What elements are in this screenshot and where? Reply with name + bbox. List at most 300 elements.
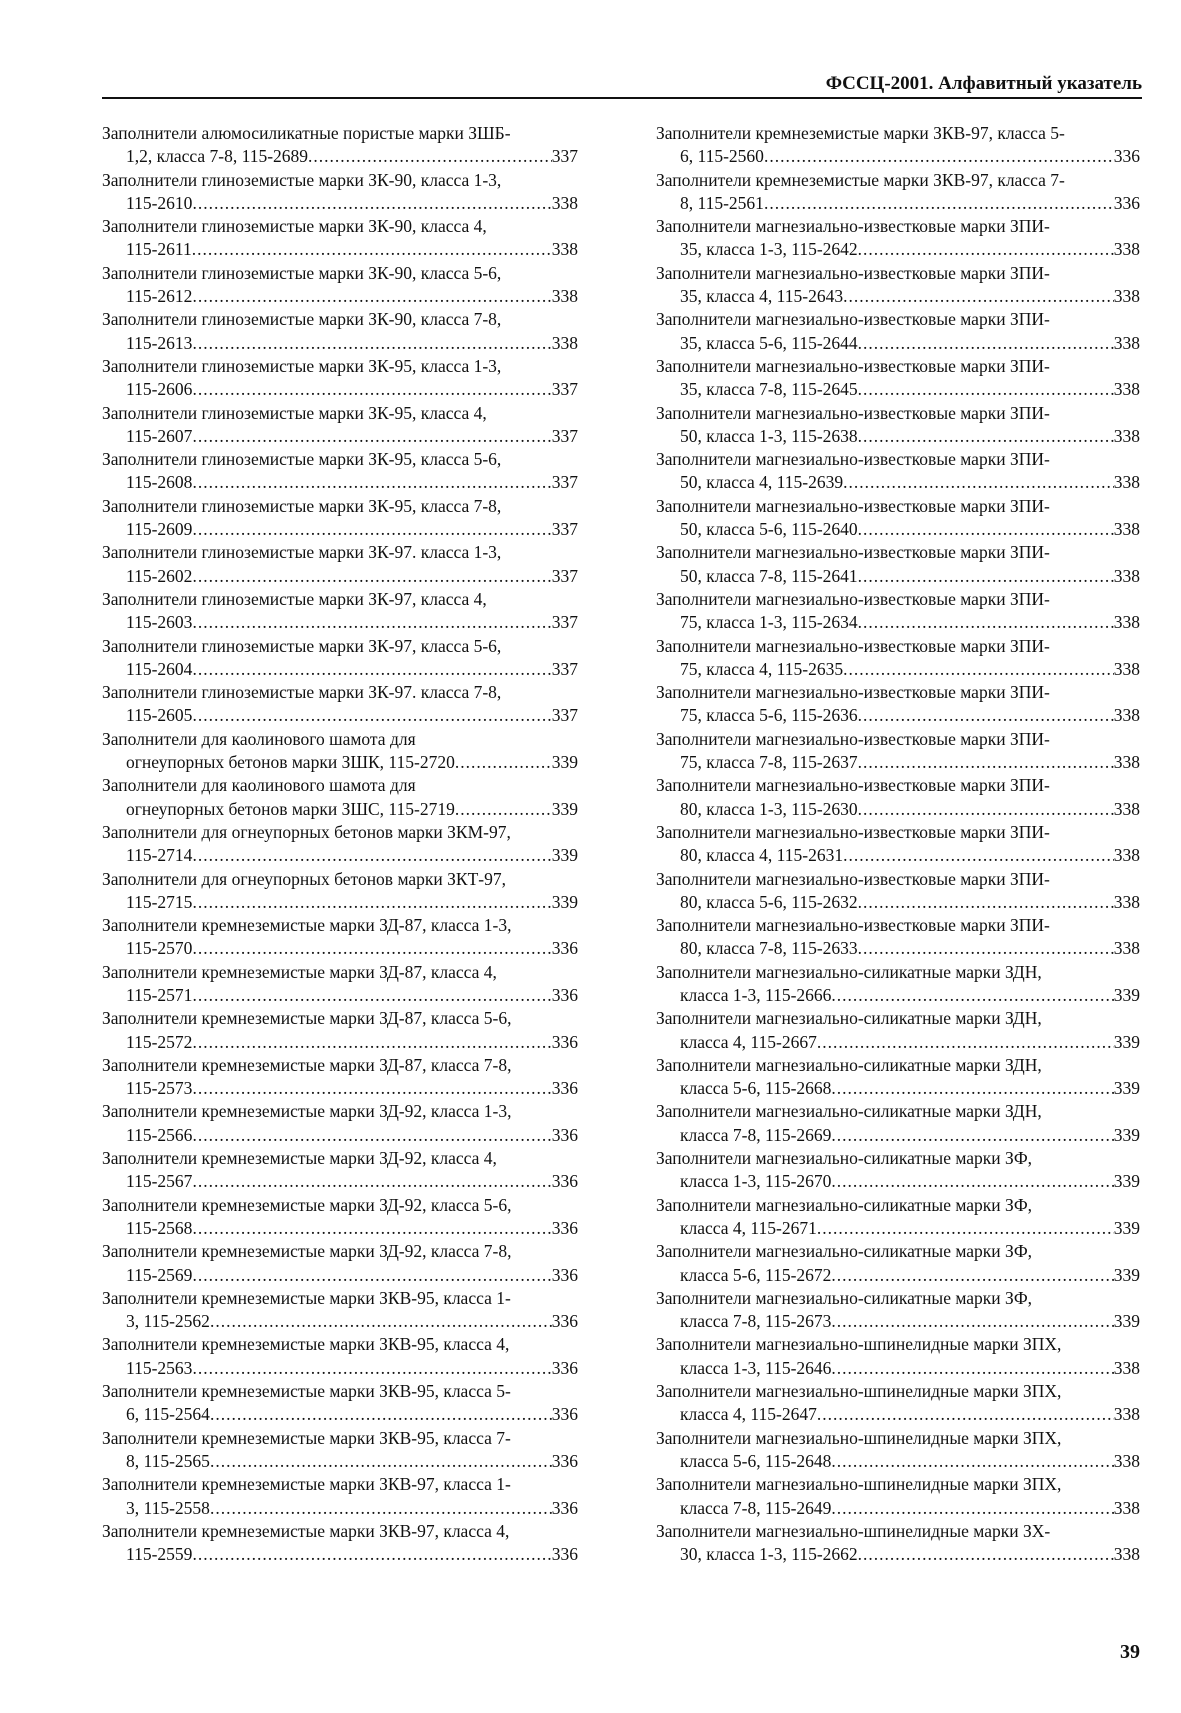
entry-code: 115-2611 xyxy=(126,239,192,260)
index-entry xyxy=(102,1520,578,1567)
entry-code: 50, класса 5-6, 115-2640 xyxy=(680,519,858,540)
entry-code: класса 1-3, 115-2666 xyxy=(680,984,832,1005)
index-entry xyxy=(102,635,578,682)
index-entry xyxy=(656,1054,1140,1101)
entry-title: Заполнители для каолинового шамота для xyxy=(102,775,416,796)
entry-page-ref: 338 xyxy=(1113,332,1140,353)
entry-page-ref: 338 xyxy=(1113,845,1140,866)
entry-reference-line xyxy=(656,1403,1140,1426)
index-entry xyxy=(656,1240,1140,1287)
index-entry xyxy=(656,868,1140,915)
index-entry xyxy=(656,588,1140,635)
entry-page-ref: 339 xyxy=(1113,1171,1140,1192)
index-entry xyxy=(102,1287,578,1334)
dot-leader xyxy=(192,285,551,308)
entry-reference-line xyxy=(102,1543,578,1566)
entry-code: 115-2572 xyxy=(126,1031,193,1052)
index-entry xyxy=(102,588,578,635)
entry-reference-line xyxy=(656,751,1140,774)
entry-reference-line xyxy=(656,1543,1140,1566)
entry-reference-line xyxy=(656,425,1140,448)
entry-code: класса 7-8, 115-2649 xyxy=(680,1497,832,1518)
index-entry xyxy=(656,728,1140,775)
index-entry xyxy=(102,402,578,449)
entry-page-ref: 338 xyxy=(1113,286,1140,307)
index-entry xyxy=(102,122,578,169)
index-entry xyxy=(656,355,1140,402)
entry-reference-line xyxy=(656,891,1140,914)
entry-title: Заполнители магнезиально-силикатные марки ЗФ, xyxy=(656,1241,1033,1262)
entry-code: 35, класса 4, 115-2643 xyxy=(680,286,844,307)
index-entry xyxy=(656,681,1140,728)
entry-code: класса 4, 115-2667 xyxy=(680,1031,817,1052)
dot-leader xyxy=(858,611,1114,634)
index-entry xyxy=(102,1054,578,1101)
entry-reference-line xyxy=(656,285,1140,308)
dot-leader xyxy=(192,1077,551,1100)
entry-title: Заполнители кремнеземистые марки ЗКВ-97, класса 5- xyxy=(656,123,1065,143)
entry-reference-line xyxy=(102,1031,578,1054)
entry-page-ref: 336 xyxy=(551,1078,578,1099)
index-entry xyxy=(102,914,578,961)
entry-title: Заполнители магнезиально-известковые марки ЗПИ- xyxy=(656,915,1050,936)
page-number: 39 xyxy=(1120,1641,1140,1663)
entry-title: Заполнители глиноземистые марки ЗК-97, класса 4, xyxy=(102,588,487,609)
dot-leader xyxy=(764,145,1114,168)
entry-reference-line xyxy=(102,937,578,960)
entry-title: Заполнители кремнеземистые марки ЗКВ-95, класса 7- xyxy=(102,1427,511,1448)
entry-reference-line xyxy=(102,1077,578,1100)
entry-code: 1,2, класса 7-8, 115-2689 xyxy=(126,146,309,167)
index-entry xyxy=(656,914,1140,961)
index-entry xyxy=(656,1427,1140,1474)
entry-reference-line xyxy=(102,1497,578,1520)
entry-title: Заполнители магнезиально-известковые марки ЗПИ- xyxy=(656,495,1050,516)
dot-leader xyxy=(858,425,1114,448)
entry-title: Заполнители магнезиально-силикатные марки ЗФ, xyxy=(656,1287,1033,1308)
dot-leader xyxy=(817,1403,1114,1426)
entry-title: Заполнители магнезиально-шпинелидные марки ЗПХ, xyxy=(656,1474,1062,1495)
entry-title: Заполнители магнезиально-шпинелидные марки ЗХ- xyxy=(656,1520,1051,1541)
index-entry xyxy=(102,1007,578,1054)
entry-page-ref: 336 xyxy=(551,938,578,959)
dot-leader xyxy=(858,798,1114,821)
entry-reference-line xyxy=(102,285,578,308)
entry-page-ref: 336 xyxy=(1113,192,1140,213)
entry-title: Заполнители магнезиально-известковые марки ЗПИ- xyxy=(656,542,1050,563)
entry-code: 35, класса 1-3, 115-2642 xyxy=(680,239,858,260)
entry-reference-line xyxy=(656,1031,1140,1054)
dot-leader xyxy=(858,704,1114,727)
entry-code: 50, класса 4, 115-2639 xyxy=(680,472,844,493)
entry-title: Заполнители магнезиально-известковые марки ЗПИ- xyxy=(656,588,1050,609)
index-entry xyxy=(656,122,1140,169)
dot-leader xyxy=(858,378,1114,401)
entry-reference-line xyxy=(656,471,1140,494)
entry-page-ref: 338 xyxy=(551,286,578,307)
index-entry xyxy=(102,1333,578,1380)
dot-leader xyxy=(192,658,551,681)
entry-title: Заполнители кремнеземистые марки ЗКВ-95, класса 1- xyxy=(102,1287,511,1308)
entry-code: класса 7-8, 115-2669 xyxy=(680,1124,832,1145)
entry-code: 115-2567 xyxy=(126,1171,193,1192)
entry-title: Заполнители магнезиально-известковые марки ЗПИ- xyxy=(656,821,1050,842)
entry-page-ref: 336 xyxy=(551,1404,578,1425)
entry-code: 75, класса 4, 115-2635 xyxy=(680,658,844,679)
entry-page-ref: 338 xyxy=(551,332,578,353)
entry-title: Заполнители кремнеземистые марки ЗД-92, класса 7-8, xyxy=(102,1241,512,1262)
entry-title: Заполнители магнезиально-известковые марки ЗПИ- xyxy=(656,775,1050,796)
entry-code: 3, 115-2562 xyxy=(126,1311,210,1332)
dot-leader xyxy=(210,1450,552,1473)
entry-reference-line xyxy=(656,1450,1140,1473)
index-entry xyxy=(656,308,1140,355)
entry-reference-line xyxy=(102,1357,578,1380)
entry-code: 115-2602 xyxy=(126,565,193,586)
entry-reference-line xyxy=(656,565,1140,588)
entry-title: Заполнители магнезиально-известковые марки ЗПИ- xyxy=(656,635,1050,656)
entry-title: Заполнители магнезиально-известковые марки ЗПИ- xyxy=(656,309,1050,330)
entry-reference-line xyxy=(656,658,1140,681)
entry-reference-line xyxy=(102,192,578,215)
entry-page-ref: 336 xyxy=(551,1171,578,1192)
entry-title: Заполнители магнезиально-силикатные марки ЗДН, xyxy=(656,961,1042,982)
index-entry xyxy=(102,1240,578,1287)
entry-reference-line xyxy=(656,1124,1140,1147)
entry-title: Заполнители магнезиально-известковые марки ЗПИ- xyxy=(656,402,1050,423)
entry-reference-line xyxy=(656,844,1140,867)
entry-title: Заполнители глиноземистые марки ЗК-90, класса 1-3, xyxy=(102,169,502,190)
entry-page-ref: 339 xyxy=(1113,1217,1140,1238)
index-entry xyxy=(102,448,578,495)
entry-page-ref: 336 xyxy=(551,1544,578,1565)
dot-leader xyxy=(192,518,551,541)
entry-reference-line xyxy=(656,332,1140,355)
entry-title: Заполнители глиноземистые марки ЗК-97, класса 5-6, xyxy=(102,635,502,656)
entry-code: класса 1-3, 115-2670 xyxy=(680,1171,832,1192)
entry-title: Заполнители для огнеупорных бетонов марки ЗКМ-97, xyxy=(102,821,511,842)
dot-leader xyxy=(858,332,1114,355)
entry-title: Заполнители для каолинового шамота для xyxy=(102,728,416,749)
index-entry xyxy=(102,1380,578,1427)
entry-code: 115-2570 xyxy=(126,938,193,959)
entry-reference-line xyxy=(656,1077,1140,1100)
entry-code: 80, класса 1-3, 115-2630 xyxy=(680,798,858,819)
entry-title: Заполнители магнезиально-шпинелидные марки ЗПХ, xyxy=(656,1427,1062,1448)
entry-page-ref: 336 xyxy=(551,1124,578,1145)
entry-code: 35, класса 5-6, 115-2644 xyxy=(680,332,858,353)
entry-reference-line xyxy=(102,611,578,634)
entry-reference-line xyxy=(656,238,1140,261)
entry-code: 6, 115-2560 xyxy=(680,146,764,167)
entry-title: Заполнители глиноземистые марки ЗК-97. класса 1-3, xyxy=(102,542,502,563)
entry-page-ref: 339 xyxy=(551,752,578,773)
dot-leader xyxy=(192,471,551,494)
entry-title: Заполнители глиноземистые марки ЗК-90, класса 4, xyxy=(102,216,487,237)
entry-reference-line xyxy=(656,1264,1140,1287)
entry-reference-line xyxy=(102,1264,578,1287)
entry-title: Заполнители кремнеземистые марки ЗД-87, класса 7-8, xyxy=(102,1054,512,1075)
entry-title: Заполнители магнезиально-известковые марки ЗПИ- xyxy=(656,868,1050,889)
entry-code: 115-2613 xyxy=(126,332,193,353)
dot-leader xyxy=(764,192,1114,215)
dot-leader xyxy=(858,518,1114,541)
entry-reference-line xyxy=(102,751,578,774)
dot-leader xyxy=(210,1497,552,1520)
index-entry xyxy=(102,1427,578,1474)
entry-title: Заполнители магнезиально-шпинелидные марки ЗПХ, xyxy=(656,1381,1062,1402)
entry-code: 50, класса 7-8, 115-2641 xyxy=(680,565,858,586)
entry-page-ref: 336 xyxy=(551,984,578,1005)
entry-title: Заполнители кремнеземистые марки ЗД-87, класса 1-3, xyxy=(102,915,512,936)
entry-page-ref: 337 xyxy=(551,425,578,446)
dot-leader xyxy=(192,378,551,401)
entry-code: 35, класса 7-8, 115-2645 xyxy=(680,379,858,400)
entry-reference-line xyxy=(102,658,578,681)
entry-code: 80, класса 7-8, 115-2633 xyxy=(680,938,858,959)
entry-title: Заполнители глиноземистые марки ЗК-95, класса 7-8, xyxy=(102,495,502,516)
entry-page-ref: 338 xyxy=(1113,612,1140,633)
entry-reference-line xyxy=(102,1217,578,1240)
dot-leader xyxy=(831,1170,1113,1193)
entry-title: Заполнители магнезиально-известковые марки ЗПИ- xyxy=(656,262,1050,283)
index-entry xyxy=(656,1473,1140,1520)
entry-title: Заполнители магнезиально-силикатные марки ЗФ, xyxy=(656,1194,1033,1215)
entry-title: Заполнители магнезиально-известковые марки ЗПИ- xyxy=(656,449,1050,470)
entry-page-ref: 337 xyxy=(551,705,578,726)
entry-code: 8, 115-2561 xyxy=(680,192,764,213)
entry-page-ref: 338 xyxy=(551,192,578,213)
entry-code: класса 5-6, 115-2648 xyxy=(680,1450,832,1471)
entry-page-ref: 338 xyxy=(1113,472,1140,493)
index-entry xyxy=(656,635,1140,682)
entry-page-ref: 337 xyxy=(551,612,578,633)
entry-code: 115-2603 xyxy=(126,612,193,633)
entry-page-ref: 339 xyxy=(1113,1031,1140,1052)
dot-leader xyxy=(192,1170,551,1193)
entry-title: Заполнители магнезиально-шпинелидные марки ЗПХ, xyxy=(656,1334,1062,1355)
index-entry xyxy=(656,1007,1140,1054)
entry-page-ref: 338 xyxy=(1113,938,1140,959)
entry-code: класса 5-6, 115-2668 xyxy=(680,1078,832,1099)
index-entry xyxy=(102,262,578,309)
dot-leader xyxy=(192,1217,551,1240)
entry-code: 115-2715 xyxy=(126,891,193,912)
entry-reference-line xyxy=(656,1170,1140,1193)
entry-reference-line xyxy=(656,937,1140,960)
entry-reference-line xyxy=(102,565,578,588)
entry-title: Заполнители магнезиально-известковые марки ЗПИ- xyxy=(656,216,1050,237)
dot-leader xyxy=(210,1310,552,1333)
index-entry xyxy=(656,1194,1140,1241)
dot-leader xyxy=(817,1217,1114,1240)
entry-title: Заполнители глиноземистые марки ЗК-95, класса 5-6, xyxy=(102,449,502,470)
entry-page-ref: 337 xyxy=(551,565,578,586)
index-entry xyxy=(656,541,1140,588)
entry-reference-line xyxy=(102,798,578,821)
index-entry xyxy=(656,495,1140,542)
dot-leader xyxy=(831,1310,1113,1333)
entry-title: Заполнители кремнеземистые марки ЗКВ-97, класса 1- xyxy=(102,1474,511,1495)
entry-title: Заполнители для огнеупорных бетонов марки ЗКТ-97, xyxy=(102,868,506,889)
entry-reference-line xyxy=(656,145,1140,168)
entry-page-ref: 338 xyxy=(1113,1450,1140,1471)
entry-code: 115-2610 xyxy=(126,192,193,213)
entry-title: Заполнители кремнеземистые марки ЗД-92, класса 1-3, xyxy=(102,1101,512,1122)
entry-page-ref: 339 xyxy=(1113,1078,1140,1099)
entry-title: Заполнители магнезиально-силикатные марки ЗДН, xyxy=(656,1054,1042,1075)
entry-title: Заполнители кремнеземистые марки ЗД-92, класса 5-6, xyxy=(102,1194,512,1215)
dot-leader xyxy=(455,751,552,774)
entry-title: Заполнители глиноземистые марки ЗК-95, класса 4, xyxy=(102,402,487,423)
dot-leader xyxy=(831,1450,1113,1473)
running-title: ФССЦ-2001. Алфавитный указатель xyxy=(825,73,1142,94)
entry-code: 115-2605 xyxy=(126,705,193,726)
index-entry xyxy=(656,1287,1140,1334)
entry-reference-line xyxy=(102,518,578,541)
entry-code: 115-2573 xyxy=(126,1078,193,1099)
entry-code: 115-2714 xyxy=(126,845,193,866)
entry-code: 115-2608 xyxy=(126,472,193,493)
entry-reference-line xyxy=(102,1403,578,1426)
entry-reference-line xyxy=(656,192,1140,215)
entry-title: Заполнители кремнеземистые марки ЗКВ-95, класса 4, xyxy=(102,1334,510,1355)
entry-title: Заполнители магнезиально-силикатные марки ЗДН, xyxy=(656,1101,1042,1122)
index-entry xyxy=(656,215,1140,262)
dot-leader xyxy=(192,844,551,867)
entry-code: огнеупорных бетонов марки ЗШК, 115-2720 xyxy=(126,752,455,773)
index-entry xyxy=(656,1147,1140,1194)
entry-code: 80, класса 4, 115-2631 xyxy=(680,845,844,866)
entry-page-ref: 338 xyxy=(551,239,578,260)
entry-reference-line xyxy=(656,1310,1140,1333)
entry-title: Заполнители кремнеземистые марки ЗКВ-95, класса 5- xyxy=(102,1381,511,1402)
index-entry xyxy=(102,774,578,821)
dot-leader xyxy=(817,1031,1114,1054)
index-column-right xyxy=(656,122,1140,1566)
dot-leader xyxy=(858,238,1114,261)
dot-leader xyxy=(192,704,551,727)
entry-page-ref: 338 xyxy=(1113,705,1140,726)
dot-leader xyxy=(831,1497,1113,1520)
dot-leader xyxy=(192,1031,551,1054)
entry-reference-line xyxy=(656,1357,1140,1380)
dot-leader xyxy=(843,471,1114,494)
entry-code: 80, класса 5-6, 115-2632 xyxy=(680,891,858,912)
dot-leader xyxy=(858,751,1114,774)
entry-reference-line xyxy=(102,145,578,168)
entry-code: 75, класса 7-8, 115-2637 xyxy=(680,752,858,773)
entry-reference-line xyxy=(102,1310,578,1333)
entry-code: 30, класса 1-3, 115-2662 xyxy=(680,1544,858,1565)
index-column-left xyxy=(102,122,578,1566)
index-entry xyxy=(102,868,578,915)
entry-page-ref: 338 xyxy=(1113,752,1140,773)
entry-page-ref: 339 xyxy=(551,798,578,819)
dot-leader xyxy=(192,891,551,914)
entry-page-ref: 336 xyxy=(551,1357,578,1378)
dot-leader xyxy=(455,798,552,821)
entry-code: 115-2569 xyxy=(126,1264,193,1285)
entry-page-ref: 339 xyxy=(1113,1264,1140,1285)
index-entry xyxy=(102,1194,578,1241)
index-entry xyxy=(656,821,1140,868)
index-entry xyxy=(102,728,578,775)
dot-leader xyxy=(831,1357,1113,1380)
index-entry xyxy=(656,961,1140,1008)
entry-reference-line xyxy=(656,1217,1140,1240)
entry-page-ref: 338 xyxy=(1113,565,1140,586)
dot-leader xyxy=(192,565,551,588)
index-entry xyxy=(656,1380,1140,1427)
dot-leader xyxy=(192,192,551,215)
entry-page-ref: 338 xyxy=(1113,1544,1140,1565)
entry-page-ref: 338 xyxy=(1113,798,1140,819)
entry-title: Заполнители кремнеземистые марки ЗД-87, класса 4, xyxy=(102,961,497,982)
dot-leader xyxy=(843,658,1114,681)
entry-title: Заполнители кремнеземистые марки ЗД-92, класса 4, xyxy=(102,1148,497,1169)
entry-code: 115-2559 xyxy=(126,1544,193,1565)
entry-code: 6, 115-2564 xyxy=(126,1404,210,1425)
entry-code: класса 4, 115-2671 xyxy=(680,1217,817,1238)
dot-leader xyxy=(192,937,551,960)
entry-page-ref: 336 xyxy=(551,1450,578,1471)
entry-reference-line xyxy=(102,1170,578,1193)
entry-code: класса 4, 115-2647 xyxy=(680,1404,817,1425)
dot-leader xyxy=(843,285,1114,308)
entry-reference-line xyxy=(102,332,578,355)
entry-page-ref: 338 xyxy=(1113,1497,1140,1518)
dot-leader xyxy=(210,1403,552,1426)
entry-reference-line xyxy=(102,238,578,261)
index-entry xyxy=(656,1100,1140,1147)
entry-page-ref: 338 xyxy=(1113,1404,1140,1425)
entry-reference-line xyxy=(102,984,578,1007)
dot-leader xyxy=(192,332,551,355)
entry-code: 115-2604 xyxy=(126,658,193,679)
index-entry xyxy=(656,402,1140,449)
entry-code: 115-2571 xyxy=(126,984,193,1005)
dot-leader xyxy=(192,1543,551,1566)
entry-code: 75, класса 5-6, 115-2636 xyxy=(680,705,858,726)
entry-reference-line xyxy=(656,704,1140,727)
entry-title: Заполнители глиноземистые марки ЗК-90, класса 5-6, xyxy=(102,262,502,283)
index-entry xyxy=(656,169,1140,216)
entry-reference-line xyxy=(102,471,578,494)
entry-code: 115-2607 xyxy=(126,425,193,446)
entry-reference-line xyxy=(656,1497,1140,1520)
dot-leader xyxy=(192,1264,551,1287)
entry-page-ref: 338 xyxy=(1113,379,1140,400)
entry-page-ref: 337 xyxy=(551,658,578,679)
dot-leader xyxy=(192,984,551,1007)
index-entry xyxy=(102,821,578,868)
index-entry xyxy=(656,774,1140,821)
dot-leader xyxy=(858,937,1114,960)
dot-leader xyxy=(858,891,1114,914)
entry-reference-line xyxy=(656,611,1140,634)
entry-page-ref: 336 xyxy=(551,1031,578,1052)
entry-code: 8, 115-2565 xyxy=(126,1450,210,1471)
entry-title: Заполнители магнезиально-силикатные марки ЗДН, xyxy=(656,1008,1042,1029)
entry-code: огнеупорных бетонов марки ЗШС, 115-2719 xyxy=(126,798,455,819)
entry-page-ref: 339 xyxy=(1113,984,1140,1005)
entry-page-ref: 337 xyxy=(551,146,578,167)
entry-code: 3, 115-2558 xyxy=(126,1497,210,1518)
index-entry xyxy=(102,1147,578,1194)
index-entry xyxy=(102,355,578,402)
entry-page-ref: 339 xyxy=(551,891,578,912)
